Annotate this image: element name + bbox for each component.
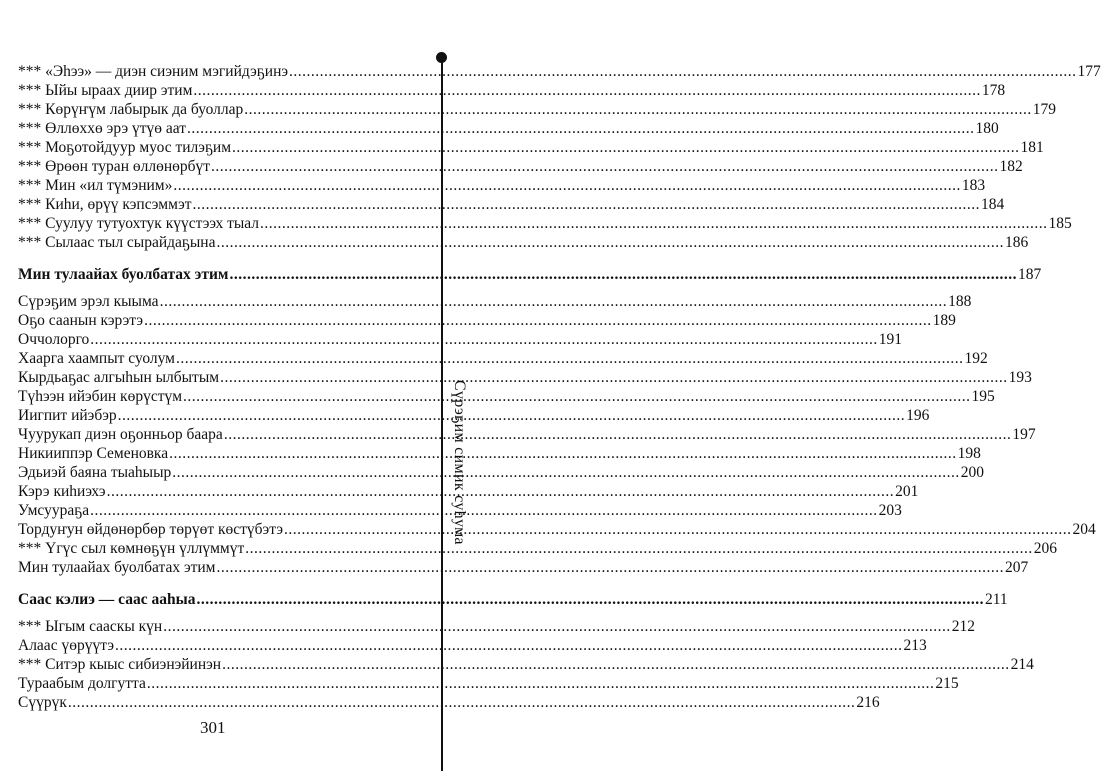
- entry-page-number: 204: [1072, 521, 1096, 538]
- running-title: Сүрэҕим симик суһума: [451, 380, 468, 545]
- leader-dots: [118, 406, 906, 425]
- leader-dots: [68, 693, 856, 712]
- toc-entry: [18, 482, 919, 501]
- leader-dots: [107, 482, 895, 501]
- entry-page-number: 195: [971, 388, 995, 405]
- entry-page-number: 198: [957, 445, 981, 462]
- leader-dots: [115, 636, 903, 655]
- leader-dots: [90, 501, 878, 520]
- leader-dots: [222, 655, 1010, 674]
- toc-entry: [18, 292, 972, 311]
- entry-title: *** «Эһээ» — диэн сиэним мэгийдэҕинэ: [18, 63, 289, 80]
- entry-page-number: 191: [878, 331, 903, 348]
- entry-title: *** Сылаас тыл сырайдаҕына: [18, 234, 216, 251]
- leader-dots: [232, 138, 1020, 157]
- entry-title: Хаарга хаампыт суолум: [18, 350, 175, 367]
- entry-page-number: 213: [903, 637, 927, 654]
- entry-page-number: 188: [948, 293, 972, 310]
- entry-title: Кырдьаҕас алгыһын ылбытым: [18, 369, 220, 386]
- toc-group-1: [18, 62, 1101, 252]
- entry-page-number: 197: [1012, 426, 1036, 443]
- entry-title: *** Ситэр кыыс сибиэнэйинэн: [18, 656, 222, 673]
- entry-title: *** Киһи, өрүү кэпсэммэт: [18, 196, 192, 213]
- entry-title: *** Суулуу тутуохтук күүстээх тыал: [18, 215, 260, 232]
- toc-entry: [18, 444, 981, 463]
- toc-entry: [18, 387, 995, 406]
- entry-title: *** Үгүс сыл көмнөҕүн үллүммүт: [18, 540, 245, 557]
- toc-entry: [18, 463, 985, 482]
- entry-title: Оҕо саанын кэрэтэ: [18, 312, 144, 329]
- entry-page-number: 185: [1048, 215, 1072, 232]
- toc-entry: [18, 157, 1023, 176]
- entry-page-number: 189: [932, 312, 956, 329]
- toc-entry: [18, 406, 930, 425]
- entry-page-number: 212: [951, 618, 975, 635]
- entry-page-number: 200: [960, 464, 985, 481]
- toc-entry: [18, 674, 959, 693]
- leader-dots: [193, 81, 981, 100]
- entry-title: Тордуҥун өйдөнөрбөр төрүөт көстүбэтэ: [18, 521, 284, 538]
- toc-entry: [18, 558, 1029, 577]
- entry-page-number: 181: [1020, 139, 1044, 156]
- toc-entry: [18, 233, 1029, 252]
- section-page-number: 187: [1017, 266, 1042, 283]
- entry-title: Сүүрүк: [18, 694, 67, 711]
- leader-dots: [90, 330, 878, 349]
- leader-dots: [216, 233, 1004, 252]
- leader-dots: [160, 292, 948, 311]
- entry-page-number: 192: [964, 350, 988, 367]
- entry-title: Иигпит ийэбэр: [18, 407, 117, 424]
- entry-title: *** Ыйы ыраах диир этим: [18, 82, 193, 99]
- leader-dots: [147, 674, 935, 693]
- toc-entry: [18, 655, 1034, 674]
- leader-dots: [187, 119, 975, 138]
- entry-page-number: 186: [1004, 234, 1029, 251]
- toc-section-heading: [18, 590, 1008, 609]
- leader-dots: [172, 463, 960, 482]
- toc-entry: [18, 214, 1072, 233]
- entry-title: *** Көрүҥүм лабырык да буоллар: [18, 101, 244, 118]
- entry-title: Никииппэр Семеновка: [18, 445, 169, 462]
- toc-group-3: [18, 617, 1034, 712]
- leader-dots: [284, 520, 1072, 539]
- leader-dots: [244, 100, 1032, 119]
- entry-title: Умсуураҕа: [18, 502, 90, 519]
- entry-title: *** Моҕотойдуур муос тилэҕим: [18, 139, 232, 156]
- toc-entry: [18, 617, 975, 636]
- toc-entry: [18, 119, 999, 138]
- entry-page-number: 214: [1010, 656, 1034, 673]
- entry-page-number: 182: [999, 158, 1023, 175]
- entry-title: Кэрэ киһиэхэ: [18, 483, 106, 500]
- entry-page-number: 179: [1032, 101, 1056, 118]
- leader-dots: [229, 265, 1017, 284]
- toc-entry: [18, 81, 1006, 100]
- entry-title: *** Мин «ил түмэним»: [18, 177, 173, 194]
- toc-entry: [18, 425, 1036, 444]
- toc-entry: [18, 368, 1032, 387]
- entry-page-number: 207: [1004, 559, 1029, 576]
- toc-entry: [18, 138, 1044, 157]
- leader-dots: [196, 590, 984, 609]
- entry-page-number: 178: [981, 82, 1006, 99]
- leader-dots: [176, 349, 964, 368]
- entry-title: *** Ыгым сааскы күн: [18, 618, 163, 635]
- section-page-number: 211: [984, 591, 1008, 608]
- leader-dots: [163, 617, 951, 636]
- leader-dots: [173, 176, 961, 195]
- page-number: 301: [200, 718, 226, 737]
- toc-entry: [18, 311, 956, 330]
- entry-page-number: 180: [975, 120, 999, 137]
- leader-dots: [220, 368, 1008, 387]
- entry-page-number: 216: [856, 694, 880, 711]
- leader-dots: [216, 558, 1004, 577]
- toc-entry: [18, 636, 927, 655]
- entry-title: Эдьиэй баяна тыаһыыр: [18, 464, 172, 481]
- leader-dots: [169, 444, 957, 463]
- entry-page-number: 206: [1033, 540, 1057, 557]
- entry-title: Мин тулаайах буолбатах этим: [18, 559, 216, 576]
- entry-title: Чуурукап диэн оҕонньор баара: [18, 426, 223, 443]
- toc-entry: [18, 520, 1096, 539]
- toc-entry: [18, 100, 1056, 119]
- toc-entry: [18, 62, 1101, 81]
- leader-dots: [245, 539, 1033, 558]
- entry-page-number: 215: [935, 675, 959, 692]
- section-title: Мин тулаайах буолбатах этим: [18, 266, 229, 283]
- toc-entry: [18, 176, 986, 195]
- leader-dots: [193, 195, 981, 214]
- toc-entry: [18, 693, 880, 712]
- entry-title: Тураабым долгутта: [18, 675, 146, 692]
- leader-dots: [289, 62, 1077, 81]
- entry-page-number: 183: [961, 177, 986, 194]
- entry-page-number: 196: [906, 407, 930, 424]
- toc-entry: [18, 501, 902, 520]
- entry-page-number: 177: [1077, 63, 1101, 80]
- entry-title: *** Өрөөн туран өллөнөрбүт: [18, 158, 211, 175]
- entry-title: Сүрэҕим эрэл кыыма: [18, 293, 159, 310]
- leader-dots: [224, 425, 1012, 444]
- toc-entry: [18, 349, 988, 368]
- toc-entry: [18, 195, 1005, 214]
- entry-title: Алаас үөрүүтэ: [18, 637, 115, 654]
- entry-title: *** Өллөххө эрэ үтүө аат: [18, 120, 187, 137]
- leader-dots: [260, 214, 1048, 233]
- entry-page-number: 184: [981, 196, 1005, 213]
- entry-title: Түһээн ийэбин көрүстүм: [18, 388, 183, 405]
- entry-page-number: 193: [1008, 369, 1032, 386]
- entry-title: Оччолорго: [18, 331, 90, 348]
- leader-dots: [211, 157, 999, 176]
- entry-page-number: 203: [878, 502, 902, 519]
- toc-section-heading: [18, 265, 1042, 284]
- leader-dots: [144, 311, 932, 330]
- toc-entry: [18, 539, 1057, 558]
- entry-page-number: 201: [895, 483, 919, 500]
- section-title: Саас кэлиэ — саас ааһыа: [18, 591, 196, 608]
- toc-entry: [18, 330, 903, 349]
- leader-dots: [183, 387, 971, 406]
